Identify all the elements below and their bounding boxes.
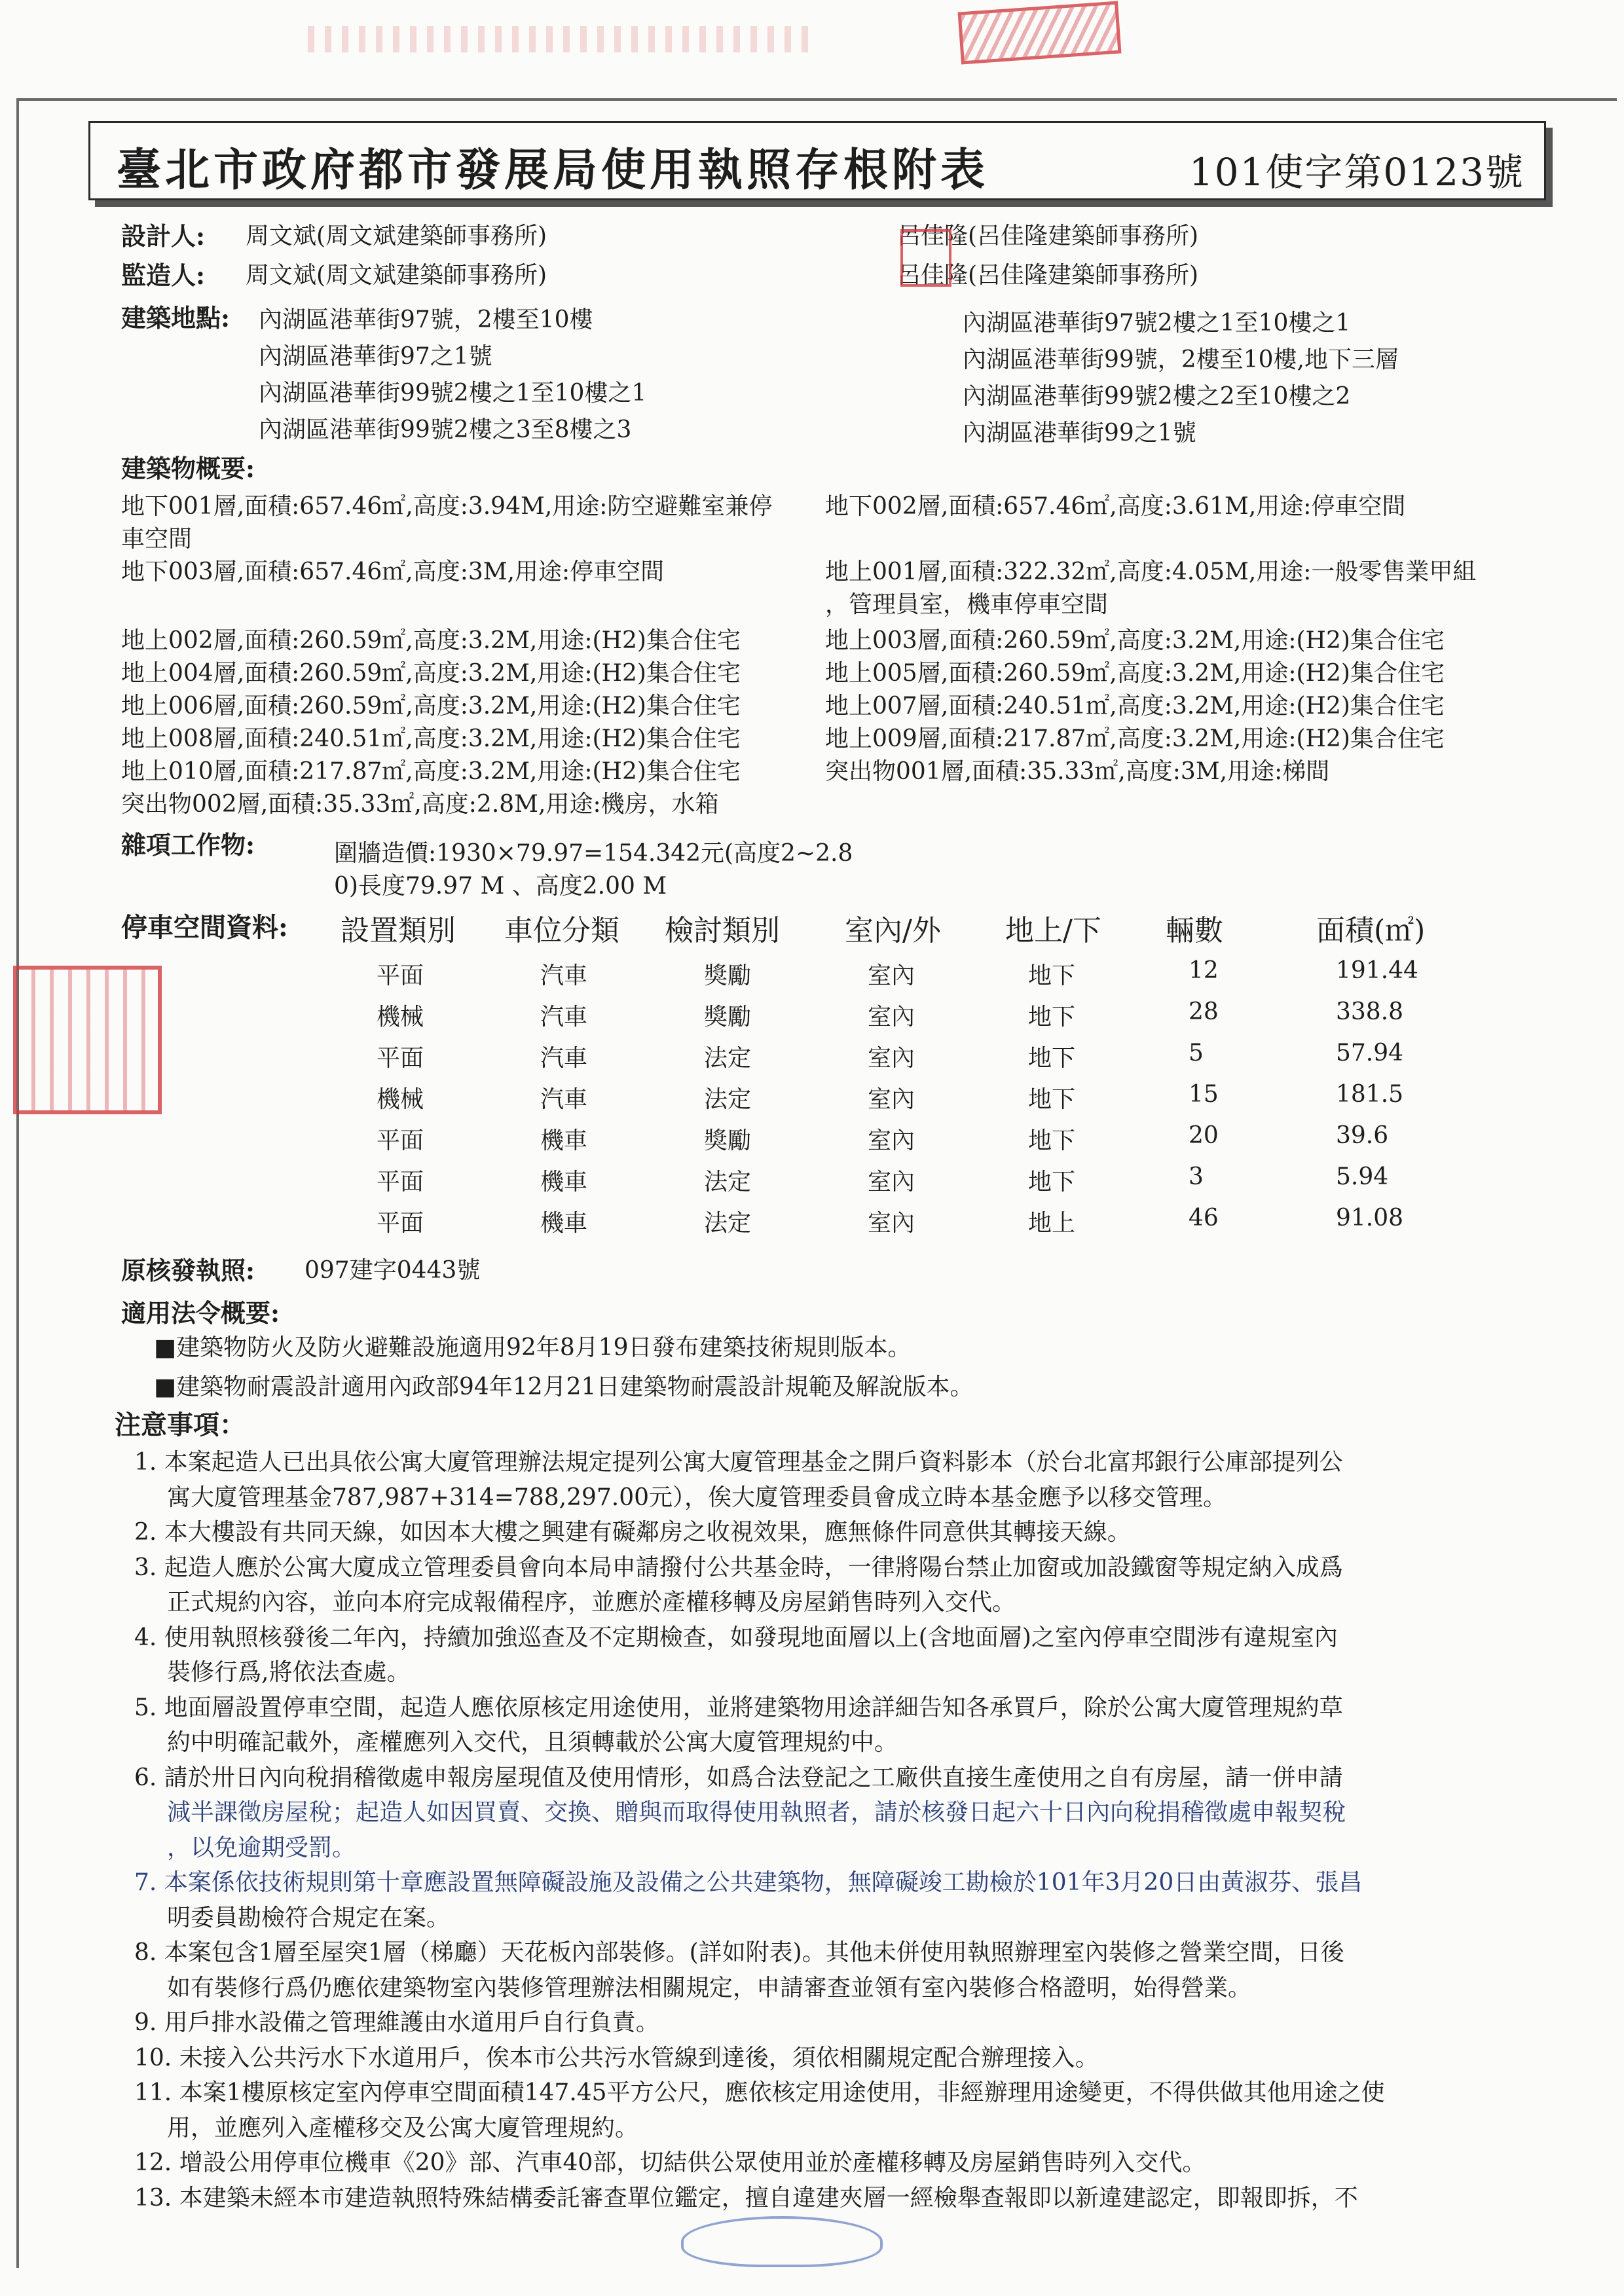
overview-row-left: 地下001層,面積:657.46㎡,高度:3.94M,用途:防空避難室兼停 xyxy=(121,493,773,520)
note-line: 13. 本建築未經本市建造執照特殊結構委託審查單位鑑定，擅自違建夾層一經檢舉查報即以新違建認定，即報即拆，不 xyxy=(134,2184,1358,2212)
parking-cell: 57.94 xyxy=(1336,1040,1404,1066)
site-label: 建築地點: xyxy=(121,303,231,333)
bottom-architect-stamp xyxy=(681,2216,883,2267)
note-line: 寓大廈管理基金787,987+314=788,297.00元），俟大廈管理委員會成立時本基金應予以移交管理。 xyxy=(167,1484,1227,1511)
note-line: 9. 用戶排水設備之管理維護由水道用戶自行負責。 xyxy=(134,2009,659,2036)
parking-cell: 法定 xyxy=(704,1210,752,1237)
parking-cell: 39.6 xyxy=(1336,1122,1389,1149)
parking-cell: 機車 xyxy=(540,1169,588,1195)
official-seal-stamp xyxy=(13,966,162,1114)
overview-row-left: 地上008層,面積:240.51㎡,高度:3.2M,用途:(H2)集合住宅 xyxy=(121,725,741,752)
note-line: 8. 本案包含1層至屋突1層（梯廳）天花板內部裝修。(詳如附表)。其他未併使用執照辦理室內裝修之營業空間，日後 xyxy=(134,1939,1344,1966)
overview-row-left: 地上006層,面積:260.59㎡,高度:3.2M,用途:(H2)集合住宅 xyxy=(121,693,741,720)
original-permit-value: 097建字0443號 xyxy=(304,1257,481,1284)
overview-row-right: 地上009層,面積:217.87㎡,高度:3.2M,用途:(H2)集合住宅 xyxy=(825,725,1445,752)
top-seal-stamp xyxy=(958,1,1122,65)
site-address: 內湖區港華街97之1號 xyxy=(259,343,492,370)
parking-cell: 機車 xyxy=(540,1127,588,1154)
parking-cell: 地下 xyxy=(1028,1086,1076,1113)
parking-cell: 平面 xyxy=(377,962,424,989)
note-line: 約中明確記載外，產權應列入交代，且須轉載於公寓大廈管理規約中。 xyxy=(167,1729,898,1756)
parking-cell: 汽車 xyxy=(540,1004,588,1030)
parking-cell: 平面 xyxy=(377,1169,424,1195)
overview-row-right: 地下002層,面積:657.46㎡,高度:3.61M,用途:停車空間 xyxy=(825,493,1406,520)
parking-header: 設置類別 xyxy=(341,914,456,947)
overview-row-right: 地上001層,面積:322.32㎡,高度:4.05M,用途:一般零售業甲組 xyxy=(825,558,1477,585)
note-line: 5. 地面層設置停車空間，起造人應依原核定用途使用，並將建築物用途詳細告知各承買戶，除於公寓大廈管理規約草 xyxy=(134,1694,1343,1721)
site-address: 內湖區港華街97號2樓之1至10樓之1 xyxy=(963,310,1351,337)
parking-cell: 地下 xyxy=(1028,1045,1076,1072)
overview-row-right: 地上007層,面積:240.51㎡,高度:3.2M,用途:(H2)集合住宅 xyxy=(825,693,1445,720)
notes-label: 注意事項： xyxy=(115,1410,246,1440)
note-line: 10. 未接入公共污水下水道用戶，俟本市公共污水管線到達後，須依相關規定配合辦理接入。 xyxy=(134,2044,1099,2071)
designer-left: 周文斌(周文斌建築師事務所) xyxy=(246,223,547,249)
architect-stamp-red xyxy=(900,229,951,287)
note-line: 明委員勘檢符合規定在案。 xyxy=(167,1904,451,1931)
permit-number: 101使字第0123號 xyxy=(1189,150,1524,194)
parking-header: 車位分類 xyxy=(504,914,619,947)
designer-label: 設計人: xyxy=(121,221,206,251)
parking-cell: 法定 xyxy=(704,1086,752,1113)
overview-row-right: 地上005層,面積:260.59㎡,高度:3.2M,用途:(H2)集合住宅 xyxy=(825,660,1445,687)
parking-header: 檢討類別 xyxy=(665,914,780,947)
note-line: 正式規約內容，並向本府完成報備程序，並應於產權移轉及房屋銷售時列入交代。 xyxy=(167,1589,1016,1616)
parking-cell: 獎勵 xyxy=(704,1127,752,1154)
parking-cell: 地上 xyxy=(1028,1210,1076,1237)
parking-cell: 法定 xyxy=(704,1169,752,1195)
note-line: 2. 本大樓設有共同天線，如因本大樓之興建有礙鄰房之收視效果，應無條件同意供其轉接天線。 xyxy=(134,1519,1131,1546)
regulation-item-1: ■建築物防火及防火避難設施適用92年8月19日發布建築技術規則版本。 xyxy=(154,1334,912,1361)
note-line: 裝修行爲,將依法查處。 xyxy=(167,1659,411,1686)
supervisor-label: 監造人: xyxy=(121,261,206,290)
parking-cell: 室內 xyxy=(868,1169,915,1195)
parking-cell: 機械 xyxy=(377,1004,424,1030)
parking-cell: 5.94 xyxy=(1336,1163,1389,1190)
overview-row-right: 突出物001層,面積:35.33㎡,高度:3M,用途:梯間 xyxy=(825,758,1330,785)
overview-row-right: 地上003層,面積:260.59㎡,高度:3.2M,用途:(H2)集合住宅 xyxy=(825,627,1445,654)
parking-cell: 機車 xyxy=(540,1210,588,1237)
parking-header: 輛數 xyxy=(1166,914,1223,947)
parking-label: 停車空間資料: xyxy=(121,912,288,943)
parking-cell: 5 xyxy=(1189,1040,1204,1066)
note-line: 減半課徵房屋稅；起造人如因買賣、交換、贈與而取得使用執照者，請於核發日起六十日內向稅捐稽徵處申報契稅 xyxy=(167,1799,1346,1826)
supervisor-right: 呂佳隆(呂佳隆建築師事務所) xyxy=(897,262,1199,289)
note-line: ，以免逾期受罰。 xyxy=(167,1834,356,1861)
parking-cell: 法定 xyxy=(704,1045,752,1072)
parking-cell: 汽車 xyxy=(540,1045,588,1072)
parking-cell: 平面 xyxy=(377,1045,424,1072)
overview-row-left: 地上004層,面積:260.59㎡,高度:3.2M,用途:(H2)集合住宅 xyxy=(121,660,741,687)
supervisor-left: 周文斌(周文斌建築師事務所) xyxy=(246,262,547,289)
page-title: 臺北市政府都市發展局使用執照存根附表 xyxy=(117,144,989,196)
misc-work-line-2: 0)長度79.97 M 、高度2.00 M xyxy=(334,873,667,900)
site-address: 內湖區港華街97號，2樓至10樓 xyxy=(259,306,593,333)
parking-cell: 191.44 xyxy=(1336,957,1418,984)
parking-cell: 室內 xyxy=(868,962,915,989)
parking-cell: 地下 xyxy=(1028,962,1076,989)
overview-label: 建築物概要: xyxy=(121,454,255,483)
note-line: 如有裝修行爲仍應依建築物室內裝修管理辦法相關規定，申請審查並領有室內裝修合格證明，始得營業。 xyxy=(167,1974,1252,2001)
overview-row-left: 地上002層,面積:260.59㎡,高度:3.2M,用途:(H2)集合住宅 xyxy=(121,627,741,654)
parking-cell: 28 xyxy=(1189,998,1219,1025)
parking-cell: 汽車 xyxy=(540,962,588,989)
parking-cell: 獎勵 xyxy=(704,962,752,989)
parking-cell: 15 xyxy=(1189,1081,1219,1108)
site-address: 內湖區港華街99號，2樓至10樓,地下三層 xyxy=(963,346,1399,373)
note-line: 6. 請於卅日內向稅捐稽徵處申報房屋現值及使用情形，如爲合法登記之工廠供直接生產使用之自有房屋，請一併申請 xyxy=(134,1764,1343,1791)
parking-cell: 20 xyxy=(1189,1122,1219,1149)
misc-work-line-1: 圍牆造價:1930×79.97=154.342元(高度2~2.8 xyxy=(334,840,853,867)
parking-cell: 平面 xyxy=(377,1127,424,1154)
note-line: 12. 增設公用停車位機車《20》部、汽車40部，切結供公眾使用並於產權移轉及房屋銷售時列入交代。 xyxy=(134,2149,1206,2176)
original-permit-label: 原核發執照: xyxy=(121,1256,255,1285)
parking-cell: 室內 xyxy=(868,1210,915,1237)
parking-cell: 181.5 xyxy=(1336,1081,1404,1108)
parking-cell: 汽車 xyxy=(540,1086,588,1113)
parking-cell: 室內 xyxy=(868,1045,915,1072)
parking-cell: 3 xyxy=(1189,1163,1204,1190)
overview-row-left: 地下003層,面積:657.46㎡,高度:3M,用途:停車空間 xyxy=(121,558,665,585)
note-line: 7. 本案係依技術規則第十章應設置無障礙設施及設備之公共建築物，無障礙竣工勘檢於101年3月20日由黃淑芬、張昌 xyxy=(134,1869,1363,1896)
parking-cell: 地下 xyxy=(1028,1169,1076,1195)
note-line: 用，並應列入產權移交及公寓大廈管理規約。 xyxy=(167,2114,639,2141)
note-line: 3. 起造人應於公寓大廈成立管理委員會向本局申請撥付公共基金時，一律將陽台禁止加窗或加設鐵窗等規定納入成爲 xyxy=(134,1554,1343,1581)
overview-row-left: 地上010層,面積:217.87㎡,高度:3.2M,用途:(H2)集合住宅 xyxy=(121,758,741,785)
parking-cell: 91.08 xyxy=(1336,1205,1404,1231)
site-address: 內湖區港華街99號2樓之1至10樓之1 xyxy=(259,380,647,407)
overview-row-left: 車空間 xyxy=(121,526,193,553)
top-faint-stamp xyxy=(308,26,819,52)
regulations-label: 適用法令概要: xyxy=(121,1298,280,1328)
site-address: 內湖區港華街99之1號 xyxy=(963,420,1196,446)
parking-cell: 室內 xyxy=(868,1004,915,1030)
parking-cell: 機械 xyxy=(377,1086,424,1113)
note-line: 1. 本案起造人已出具依公寓大廈管理辦法規定提列公寓大廈管理基金之開戶資料影本（於台北富邦銀行公庫部提列公 xyxy=(134,1449,1343,1476)
parking-cell: 獎勵 xyxy=(704,1004,752,1030)
misc-work-label: 雜項工作物: xyxy=(121,830,255,860)
parking-cell: 338.8 xyxy=(1336,998,1404,1025)
parking-cell: 地下 xyxy=(1028,1127,1076,1154)
parking-cell: 46 xyxy=(1189,1205,1219,1231)
designer-right: 呂佳隆(呂佳隆建築師事務所) xyxy=(897,223,1199,249)
parking-header: 地上/下 xyxy=(1005,914,1101,947)
parking-cell: 地下 xyxy=(1028,1004,1076,1030)
overview-row-right: ，管理員室，機車停車空間 xyxy=(825,591,1109,618)
parking-header: 室內/外 xyxy=(845,914,941,947)
site-address: 內湖區港華街99號2樓之2至10樓之2 xyxy=(963,383,1351,410)
regulation-item-2: ■建築物耐震設計適用內政部94年12月21日建築物耐震設計規範及解說版本。 xyxy=(154,1374,974,1400)
parking-header: 面積(㎡) xyxy=(1316,914,1426,947)
parking-cell: 平面 xyxy=(377,1210,424,1237)
header-box xyxy=(88,121,1546,200)
note-line: 4. 使用執照核發後二年內，持續加強巡查及不定期檢查，如發現地面層以上(含地面層)之室內停車空間涉有違規室內 xyxy=(134,1624,1338,1651)
parking-cell: 室內 xyxy=(868,1086,915,1113)
site-address: 內湖區港華街99號2樓之3至8樓之3 xyxy=(259,416,632,443)
parking-cell: 室內 xyxy=(868,1127,915,1154)
note-line: 11. 本案1樓原核定室內停車空間面積147.45平方公尺，應依核定用途使用，非經辦理用途變更，不得供做其他用途之使 xyxy=(134,2079,1385,2106)
overview-row-left: 突出物002層,面積:35.33㎡,高度:2.8M,用途:機房，水箱 xyxy=(121,791,719,818)
parking-cell: 12 xyxy=(1189,957,1219,984)
